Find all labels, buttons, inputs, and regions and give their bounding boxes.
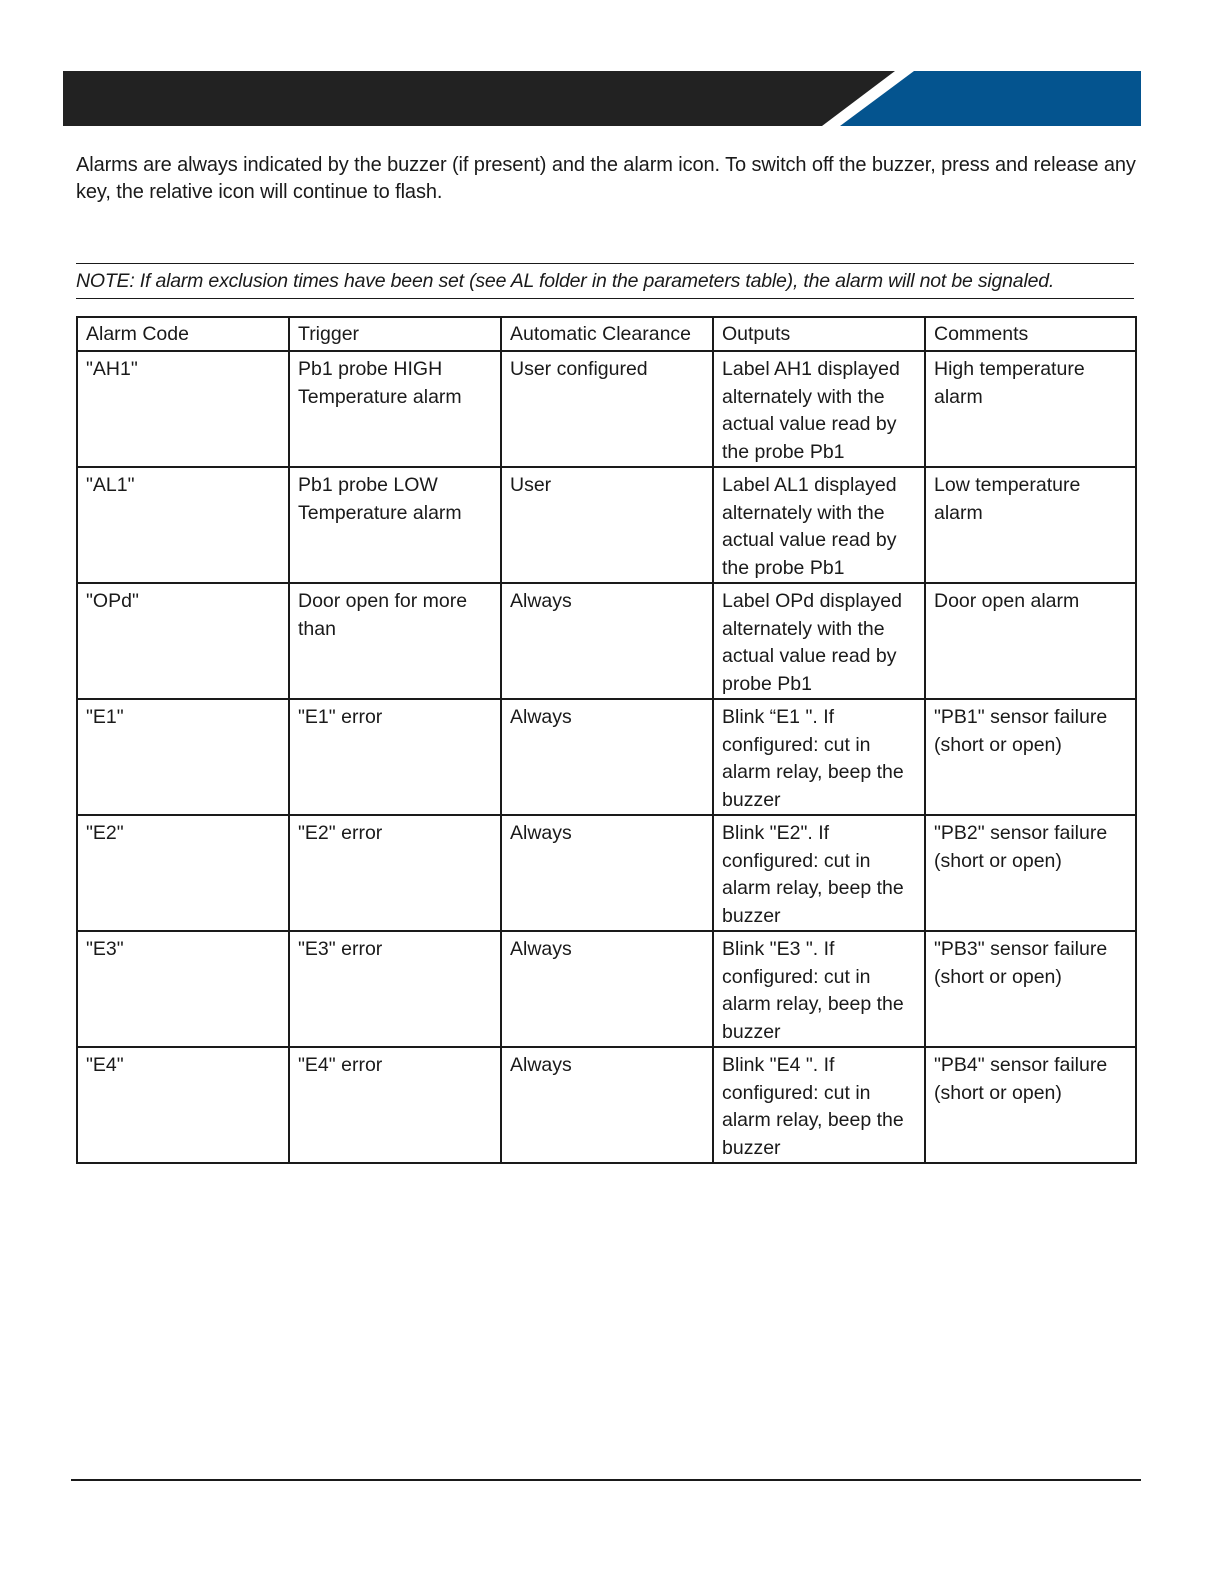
cell-clearance: User configured [501,351,713,467]
column-header-alarm-code: Alarm Code [77,317,289,351]
cell-outputs: Blink "E3 ". If configured: cut in alarm relay, beep the buzzer [713,931,925,1047]
column-header-comments: Comments [925,317,1136,351]
table-row [77,583,1136,699]
table-row [77,467,1136,583]
cell-outputs: Label AH1 displayed alternately with the actual value read by the probe Pb1 [713,351,925,467]
cell-outputs: Blink "E4 ". If configured: cut in alarm relay, beep the buzzer [713,1047,925,1163]
cell-trigger: "E3" error [289,931,501,1047]
cell-trigger: Door open for more than [289,583,501,699]
table-row [77,1047,1136,1163]
note-text: NOTE: If alarm exclusion times have been set (see AL folder in the parameters table), the alarm will not be signaled. [76,263,1134,299]
cell-comments: "PB2" sensor failure (short or open) [925,815,1136,931]
cell-comments: "PB4" sensor failure (short or open) [925,1047,1136,1163]
table-row [77,699,1136,815]
column-header-trigger: Trigger [289,317,501,351]
cell-outputs: Label OPd displayed alternately with the actual value read by probe Pb1 [713,583,925,699]
cell-comments: High temperature alarm [925,351,1136,467]
cell-alarm-code: "AH1" [77,351,289,467]
column-header-outputs: Outputs [713,317,925,351]
table-header-row [77,317,1136,351]
intro-paragraph: Alarms are always indicated by the buzzer (if present) and the alarm icon. To switch off the buzzer, press and release any key, the relative icon will continue to flash. [76,154,1136,203]
table-row [77,931,1136,1047]
cell-clearance: Always [501,815,713,931]
header-banner-graphic [63,71,1141,126]
header-blue-accent [840,71,1141,126]
alarm-table [76,316,1137,1164]
cell-alarm-code: "E1" [77,699,289,815]
cell-comments: Low temperature alarm [925,467,1136,583]
cell-alarm-code: "E2" [77,815,289,931]
cell-clearance: Always [501,583,713,699]
footer-divider [71,1479,1141,1481]
column-header-automatic-clearance: Automatic Clearance [501,317,713,351]
cell-alarm-code: "E4" [77,1047,289,1163]
cell-clearance: Always [501,1047,713,1163]
cell-comments: "PB3" sensor failure (short or open) [925,931,1136,1047]
header-banner [63,71,1141,126]
cell-comments: Door open alarm [925,583,1136,699]
cell-outputs: Label AL1 displayed alternately with the actual value read by the probe Pb1 [713,467,925,583]
cell-trigger: "E2" error [289,815,501,931]
cell-alarm-code: "E3" [77,931,289,1047]
cell-trigger: "E4" error [289,1047,501,1163]
cell-trigger: "E1" error [289,699,501,815]
cell-outputs: Blink "E2". If configured: cut in alarm relay, beep the buzzer [713,815,925,931]
cell-clearance: Always [501,931,713,1047]
cell-trigger: Pb1 probe HIGH Temperature alarm [289,351,501,467]
cell-clearance: User [501,467,713,583]
table-row [77,351,1136,467]
cell-clearance: Always [501,699,713,815]
cell-trigger: Pb1 probe LOW Temperature alarm [289,467,501,583]
cell-outputs: Blink “E1 ". If configured: cut in alarm relay, beep the buzzer [713,699,925,815]
cell-comments: "PB1" sensor failure (short or open) [925,699,1136,815]
cell-alarm-code: "OPd" [77,583,289,699]
table-row [77,815,1136,931]
header-dark-band [63,71,895,126]
cell-alarm-code: "AL1" [77,467,289,583]
